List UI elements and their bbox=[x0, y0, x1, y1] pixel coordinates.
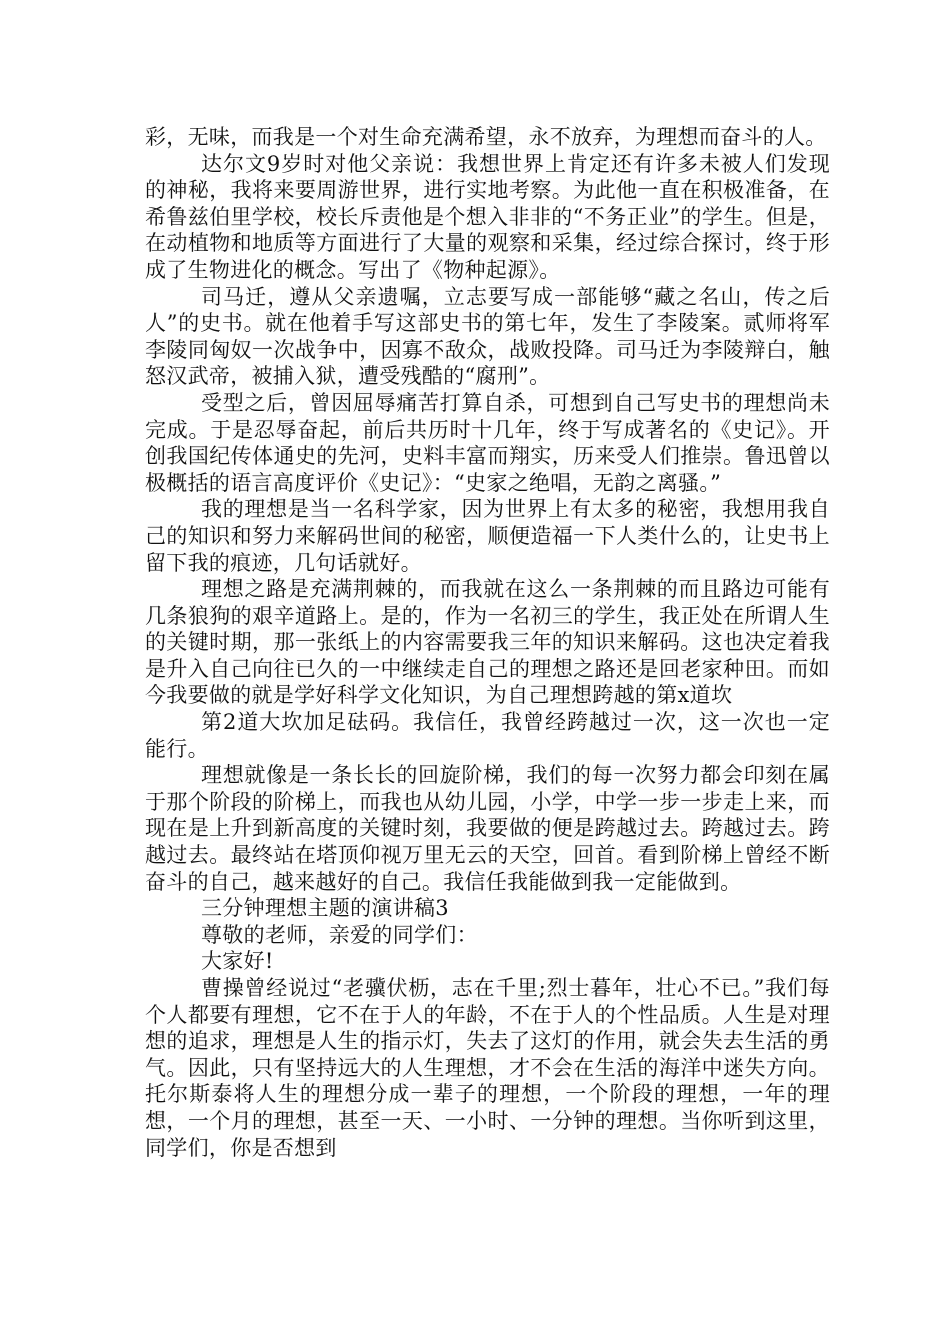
paragraph-my-ideal: 我的理想是当一名科学家，因为世界上有太多的秘密，我想用我自己的知识和努力来解码世间的秘密，顺便造福一下人类什么的，让史书上留下我的痕迹，几句话就好。 bbox=[145, 497, 830, 575]
paragraph-darwin: 达尔文9岁时对他父亲说：我想世界上肯定还有许多未被人们发现的神秘，我将来要周游世界，进行实地考察。为此他一直在积极准备，在希鲁兹伯里学校，校长斥责他是个想入非非的“不务正业”的学生。但是，在动植物和地质等方面进行了大量的观察和采集，经过综合探讨，终于形成了生物进化的概念。写出了《物种起源》。 bbox=[145, 151, 830, 282]
salutation: 尊敬的老师，亲爱的同学们： bbox=[201, 922, 478, 947]
paragraph-second-hurdle: 第2道大坎加足砝码。我信任，我曾经跨越过一次，这一次也一定能行。 bbox=[145, 710, 830, 761]
paragraph-shiji: 受型之后，曾因屈辱痛苦打算自杀，可想到自己写史书的理想尚未完成。于是忍辱奋起，前后共历时十几年，终于写成著名的《史记》。开创我国纪传体通史的先河，史料丰富而翔实，历来受人们推崇。鲁迅曾以极概括的语言高度评价《史记》：“史家之绝唱，无韵之离骚。” bbox=[145, 390, 830, 495]
document-page bbox=[145, 124, 830, 1161]
paragraph-caocao: 曹操曾经说过“老骥伏枥，志在千里;烈士暮年，壮心不已。”我们每个人都要有理想，它不在于人的年龄，不在于人的个性品质。人生是对理想的追求，理想是人生的指示灯，失去了这灯的作用，就会失去生活的勇气。因此，只有坚持远大的人生理想，才不会在生活的海洋中迷失方向。托尔斯泰将人生的理想分成一辈子的理想，一个阶段的理想，一年的理想，一个月的理想，甚至一天、一小时、一分钟的理想。当你听到这里，同学们，你是否想到 bbox=[145, 976, 830, 1160]
paragraph-1: 彩，无味，而我是一个对生命充满希望，永不放弃，为理想而奋斗的人。 bbox=[145, 125, 827, 149]
paragraph-staircase: 理想就像是一条长长的回旋阶梯，我们的每一次努力都会印刻在属于那个阶段的阶梯上，而我也从幼儿园，小学，中学一步一步走上来，而现在是上升到新高度的关键时刻，我要做的便是跨越过去。跨越过去。跨越过去。最终站在塔顶仰视万里无云的天空，回首。看到阶梯上曾经不断奋斗的自己，越来越好的自己。我信任我能做到我一定能做到。 bbox=[145, 763, 830, 894]
paragraph-thorny-road: 理想之路是充满荆棘的，而我就在这么一条荆棘的而且路边可能有几条狼狗的艰辛道路上。是的，作为一名初三的学生，我正处在所谓人生的关键时期，那一张纸上的内容需要我三年的知识来解码。这也决定着我是升入自己向往已久的一中继续走自己的理想之路还是回老家种田。而如今我要做的就是学好科学文化知识，为自己理想跨越的第x道坎 bbox=[145, 577, 830, 708]
section-heading: 三分钟理想主题的演讲稿3 bbox=[201, 896, 449, 921]
greeting: 大家好! bbox=[201, 949, 274, 974]
paragraph-simaqian: 司马迁，遵从父亲遗嘱，立志要写成一部能够“藏之名山，传之后人”的史书。就在他着手写这部史书的第七年，发生了李陵案。贰师将军李陵同匈奴一次战争中，因寡不敌众，战败投降。司马迁为李陵辩白，触怒汉武帝，被捕入狱，遭受残酷的“腐刑”。 bbox=[145, 284, 830, 389]
